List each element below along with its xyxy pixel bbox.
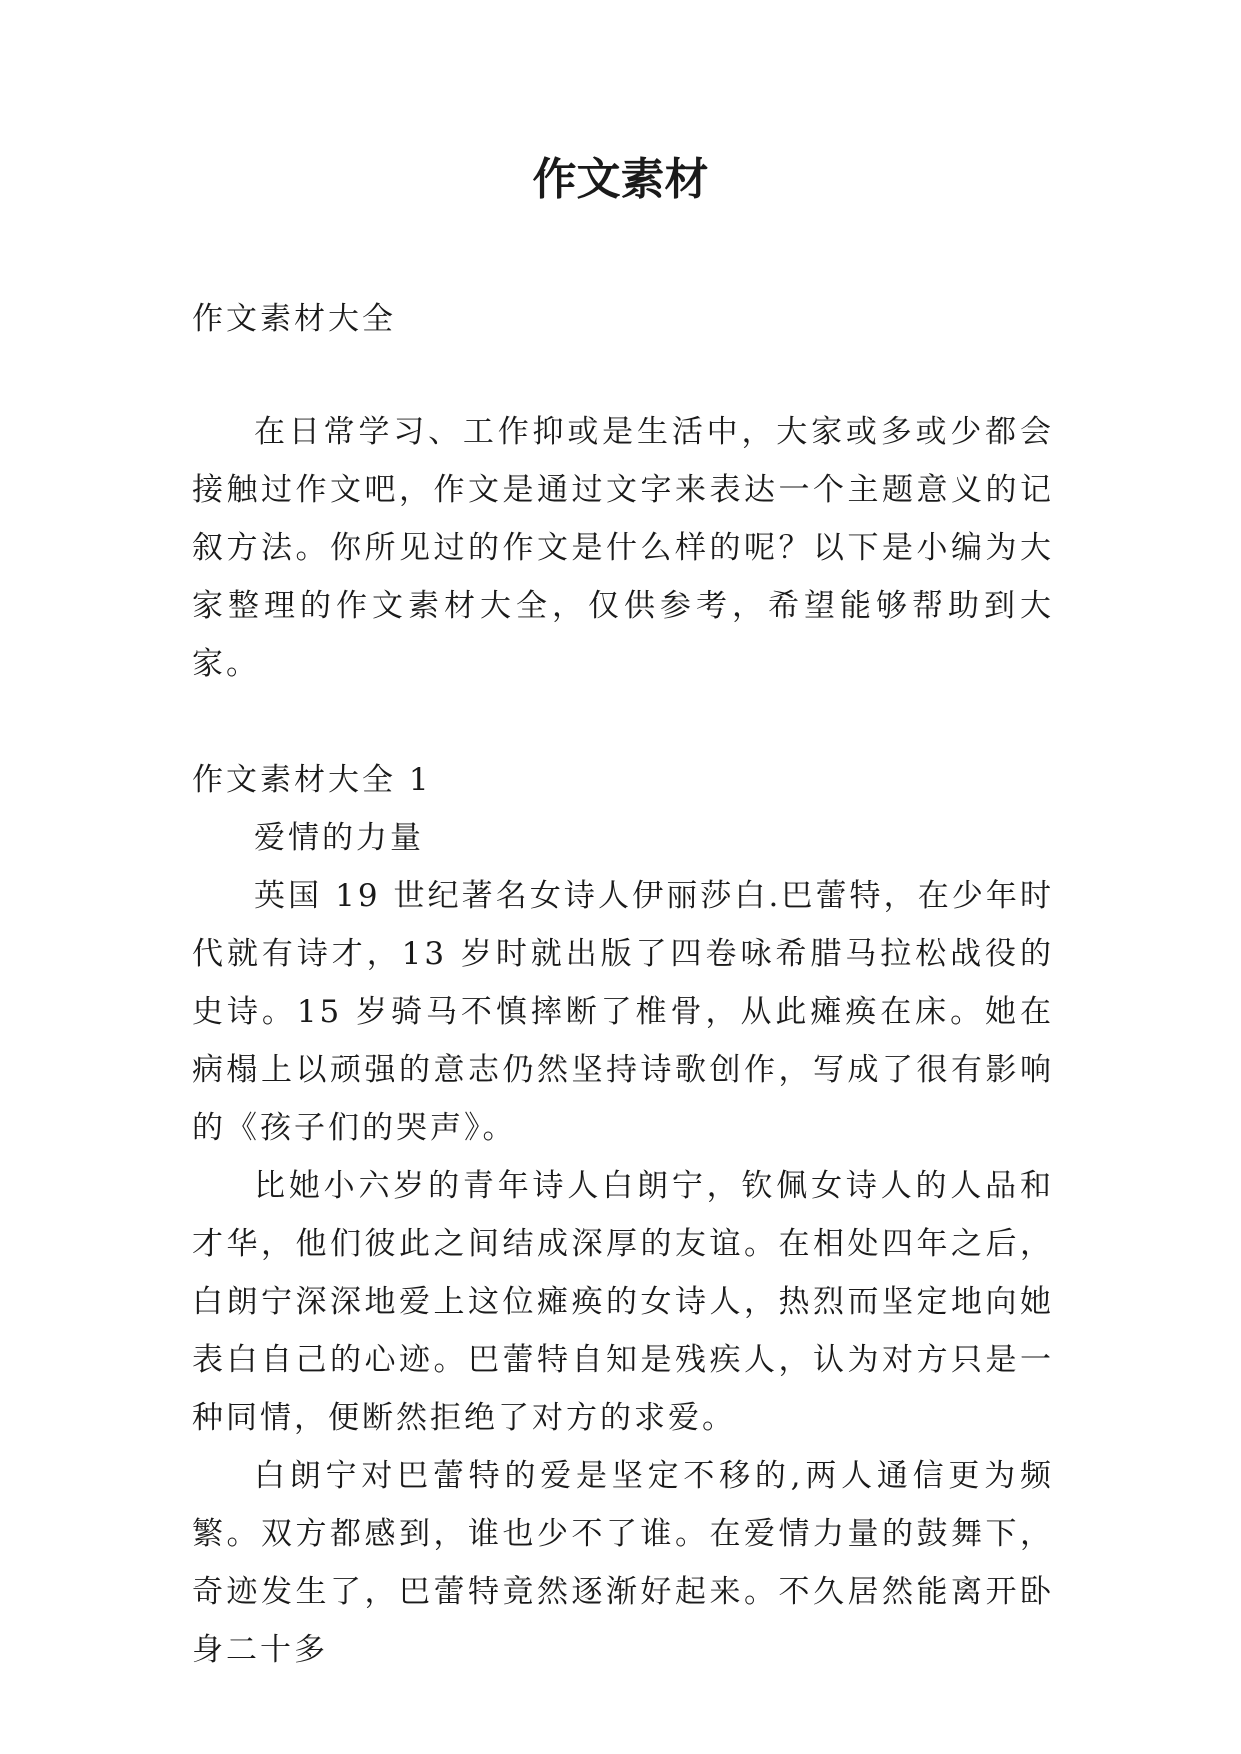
- spacer: [192, 348, 1054, 403]
- intro-paragraph: 在日常学习、工作抑或是生活中，大家或多或少都会接触过作文吧，作文是通过文字来表达一个主题意义的记叙方法。你所见过的作文是什么样的呢？以下是小编为大家整理的作文素材大全，仅供参考，希望能够帮助到大家。: [192, 414, 1054, 682]
- document-subtitle: 作文素材大全: [192, 301, 396, 337]
- spacer: [192, 693, 1054, 751]
- document-title: 作文素材: [532, 154, 709, 205]
- story-title: 爱情的力量: [254, 820, 424, 856]
- story-paragraph-3: 白朗宁对巴蕾特的爱是坚定不移的,两人通信更为频繁。双方都感到，谁也少不了谁。在爱情力量的鼓舞下，奇迹发生了，巴蕾特竟然逐渐好起来。不久居然能离开卧身二十多: [192, 1458, 1054, 1668]
- document-body: [192, 290, 1054, 1679]
- story-paragraph-2: 比她小六岁的青年诗人白朗宁，钦佩女诗人的人品和才华，他们彼此之间结成深厚的友谊。在相处四年之后，白朗宁深深地爱上这位瘫痪的女诗人，热烈而坚定地向她表白自己的心迹。巴蕾特自知是残疾人，认为对方只是一种同情，便断然拒绝了对方的求爱。: [192, 1168, 1054, 1436]
- section-heading: 作文素材大全 1: [192, 762, 432, 798]
- story-paragraph-1: 英国 19 世纪著名女诗人伊丽莎白.巴蕾特，在少年时代就有诗才，13 岁时就出版了四卷咏希腊马拉松战役的史诗。15 岁骑马不慎摔断了椎骨，从此瘫痪在床。她在病榻上以顽强的意志仍然坚持诗歌创作，写成了很有影响的《孩子们的哭声》。: [192, 878, 1054, 1146]
